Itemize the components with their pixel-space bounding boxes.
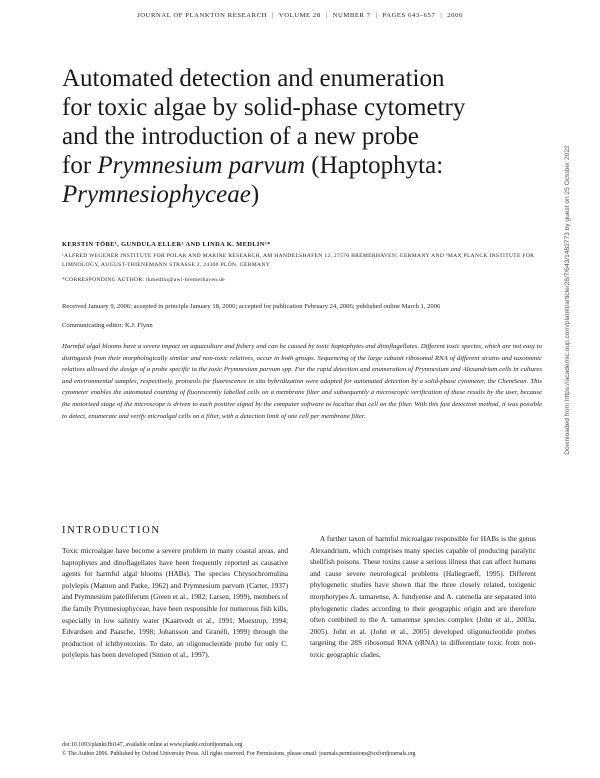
download-watermark: Downloaded from https://academic.oup.com/plankt/article/28/7/643/1482773 by guest on 25 October 2022 xyxy=(564,145,571,455)
corresponding-label: *CORRESPONDING AUTHOR: xyxy=(62,277,145,283)
communicating-editor: Communicating editor: K.J. Flynn xyxy=(62,322,153,329)
title-line-5-suffix: ) xyxy=(250,181,260,208)
journal-volume: VOLUME 28 xyxy=(278,12,321,19)
title-line-4-suffix: (Haptophyta: xyxy=(305,152,444,179)
abstract: Harmful algal blooms have a severe impact on aquaculture and fishery and can be caused by toxic haptophytes and dinoflagellates. Different toxic species, which are not easy to distinguish from their morphologically similar and non-toxic relatives, occur in both groups. Sequencing of the large subunit ribosomal RNA of different strains and taxonomic relatives allowed the design of a probe specific to the toxic Prymnesium parvum spp. For the rapid detection and enumeration of Prymnesium and Alexandrium cells in cultures and environmental samples, respectively, protocols for fluorescence in situ hybridization were adapted for automated detection by a solid-phase cytometer, the ChemScan. This cytometer enables the automated counting of fluorescently labelled cells on a membrane filter and subsequently a microscopic verification of these results by the user, because the motorized stage of the microscope is driven to each positive signal by the computer software to localize that cell on the filter. With this fast detection method, it was possible to detect, enumerate and verify microalgal cells on a filter, with a detection limit of one cell per membrane filter. xyxy=(62,343,542,420)
title-line-4-prefix: for xyxy=(62,152,98,179)
body-column-right: A further taxon of harmful microalgae responsible for HABs is the genus Alexandrium, which comprises many species capable of producing paralytic shellfish poisons. These toxins cause a serious illness that can affect humans and cause severe neurological problems (Hallegraeff, 1995). Different phylogenetic studies have shown that the three closely related, toxigenic morphotypes A. tamarense, A. fundyense and A. catenella are separated into phylogenetic clades according to their geographic origin and are therefore often combined to the A. tamarense species complex (John et al., 2003a, 2005). John et al. (John et al., 2005) developed oligonucleotide probes targeting the 28S ribosomal RNA (rRNA) to differentiate toxic from non-toxic geographic clades, xyxy=(310,534,536,659)
title-line-3: and the introduction of a new probe xyxy=(62,123,419,150)
title-line-5: Prymnesiophyceae xyxy=(62,181,251,208)
page-footer xyxy=(62,741,552,759)
journal-name: JOURNAL OF PLANKTON RESEARCH xyxy=(137,12,267,19)
title-line-2: for toxic algae by solid-phase cytometry xyxy=(62,94,466,121)
section-heading-introduction: INTRODUCTION xyxy=(62,525,161,536)
author-list: KERSTIN TÖBE¹, GUNDULA ELLER² AND LINDA K. MEDLIN¹* xyxy=(62,241,271,248)
title-line-1: Automated detection and enumeration xyxy=(62,65,445,92)
affiliations: ¹ALFRED WEGENER INSTITUTE FOR POLAR AND MARINE RESEARCH, AM HANDELSHAFEN 12, 27570 BREMERHAVEN, GERMANY AND ²MAX PLANCK INSTITUTE FOR LIMNOLOGY, AUGUST-THIENEMANN STRASSE 2, 24306 PLÖN, GERMANY xyxy=(62,253,535,268)
journal-header: JOURNAL OF PLANKTON RESEARCH | VOLUME 28 | NUMBER 7 | PAGES 643–657 | 2006 xyxy=(137,12,463,19)
body-column-left: Toxic microalgae have become a severe problem in many coastal areas, and haptophytes and dinoflagellates have been frequently reported as causative agents for harmful algal blooms (HABs). The species Chrysochromulina polylepis (Manton and Parke, 1962) and Prymnesium parvum (Carter, 1937) and Prymnesium patelliferum (Green et al., 1982; Larsen, 1999), members of the family Prymnesiophyceae, have been responsible for numerous fish kills, especially in low salinity water (Kaartvedt et al., 1991; Moestrup, 1994; Edvardsen and Paasche, 1998; Johansson and Granéli, 1999) through the production of ichthyotoxins. To date, an oligonucleotide probe for only C. polylepis has been developed (Simon et al., 1997). xyxy=(62,546,288,660)
journal-number: NUMBER 7 xyxy=(332,12,371,19)
corresponding-email: lkmedlin@awi-bremerhaven.de xyxy=(145,277,225,283)
article-title xyxy=(62,64,542,209)
journal-year: 2006 xyxy=(447,12,463,19)
title-species: Prymnesium parvum xyxy=(97,152,306,179)
copyright-line: © The Author 2006. Published by Oxford University Press. All rights reserved. For Permissions, please email: journals.permissions@oxfordjournals.org xyxy=(62,750,416,757)
doi-line: doi:10.1093/plankt/fbi147, available online at www.plankt.oxfordjournals.org xyxy=(62,742,243,748)
journal-pages: PAGES 643–657 xyxy=(382,12,436,19)
corresponding-author xyxy=(62,277,542,283)
publication-dates: Received January 9, 2006; accepted in principle January 18, 2006; accepted for publication February 24, 2006; published online March 1, 2006 xyxy=(62,303,441,310)
